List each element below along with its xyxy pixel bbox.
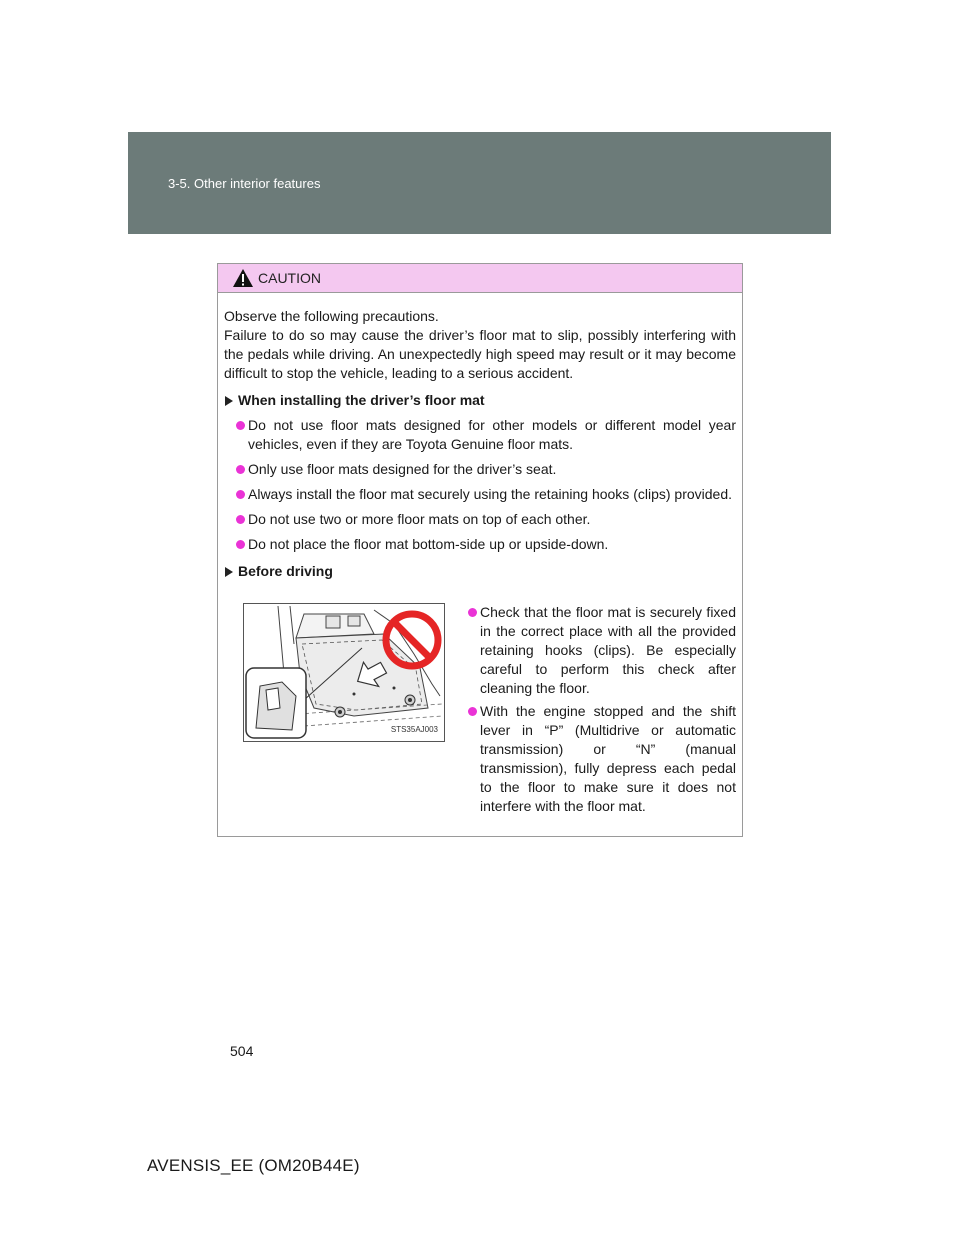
list-item [224, 416, 736, 454]
list-item-text: Check that the floor mat is securely fixed in the correct place with all the provided retaining hooks (clips). Be especially careful to perform this check after cleaning the floor. [480, 604, 736, 696]
list-item [224, 510, 736, 529]
caution-header [218, 264, 742, 293]
list-item [224, 485, 736, 504]
section-heading-installing [224, 391, 736, 410]
bullet-dot-icon [236, 421, 245, 430]
caution-title: CAUTION [258, 270, 321, 286]
list-item [456, 603, 736, 698]
caution-body [218, 293, 742, 829]
list-item-text: Do not place the floor mat bottom-side up or upside-down. [248, 536, 609, 552]
section-header-bar [128, 132, 831, 234]
list-item [224, 535, 736, 554]
section-heading-text: When installing the driver’s floor mat [238, 392, 485, 408]
bullet-dot-icon [236, 490, 245, 499]
before-driving-list [456, 599, 736, 816]
bullet-dot-icon [236, 465, 245, 474]
before-driving-content [224, 589, 736, 829]
document-footer: AVENSIS_EE (OM20B44E) [147, 1156, 360, 1175]
figure-code: STS35AJ003 [390, 725, 438, 734]
warning-icon [232, 268, 254, 288]
bullet-dot-icon [236, 515, 245, 524]
caution-box [217, 263, 743, 837]
section-heading-text: Before driving [238, 563, 333, 579]
section-heading-before-driving [224, 562, 736, 581]
floor-mat-illustration [243, 603, 445, 742]
bullet-dot-icon [468, 707, 477, 716]
list-item [224, 460, 736, 479]
list-item [456, 702, 736, 816]
section-title: 3-5. Other interior features [168, 176, 321, 191]
triangle-marker-icon [225, 396, 233, 406]
bullet-dot-icon [468, 608, 477, 617]
triangle-marker-icon [225, 567, 233, 577]
list-item-text: Do not use floor mats designed for other models or different model year vehicles, even if they are Toyota Genuine floor mats. [248, 417, 736, 452]
intro-paragraph: Failure to do so may cause the driver’s floor mat to slip, possibly interfering with the pedals while driving. An unexpectedly high speed may result or it may become difficult to stop the vehicle, leading to a serious accident. [224, 327, 736, 381]
list-item-text: Always install the floor mat securely using the retaining hooks (clips) provided. [248, 486, 733, 502]
list-item-text: With the engine stopped and the shift lever in “P” (Multidrive or automatic transmission) or “N” (manual transmission), fully depress each pedal to the floor to make sure it does not interfere with the floor mat. [480, 703, 736, 814]
intro-line: Observe the following precautions. [224, 308, 439, 324]
bullet-dot-icon [236, 540, 245, 549]
list-item-text: Only use floor mats designed for the driver’s seat. [248, 461, 557, 477]
list-item-text: Do not use two or more floor mats on top of each other. [248, 511, 591, 527]
page-number: 504 [230, 1043, 254, 1059]
